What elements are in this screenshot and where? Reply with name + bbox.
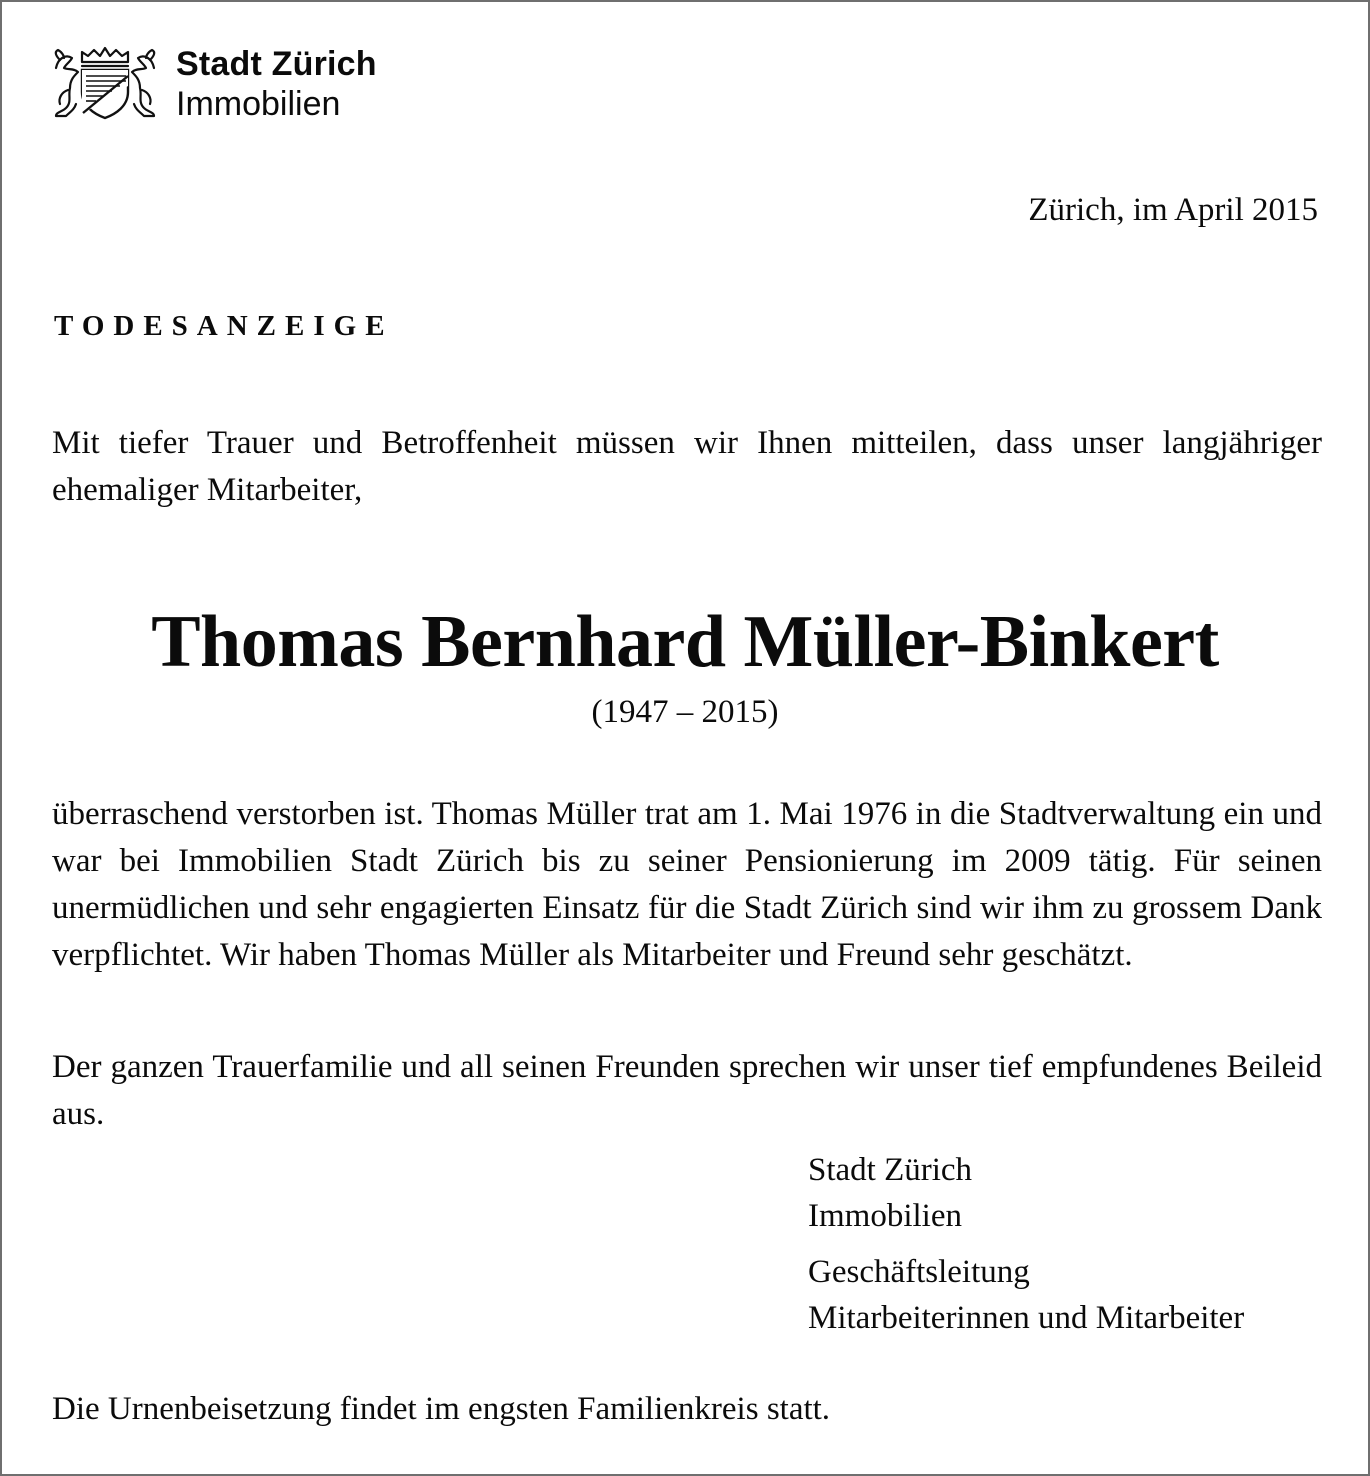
signoff-group-line-1: Geschäftsleitung bbox=[808, 1254, 1030, 1290]
notice-heading: TODESANZEIGE bbox=[54, 310, 394, 342]
signoff bbox=[808, 1147, 1348, 1341]
logo-department: Immobilien bbox=[176, 85, 341, 123]
deceased-name: Thomas Bernhard Müller-Binkert bbox=[151, 601, 1219, 683]
stadt-zuerich-logo bbox=[52, 44, 412, 126]
intro-paragraph: Mit tiefer Trauer und Betroffenheit müssen wir Ihnen mitteilen, dass unser langjähriger ehemaliger Mitarbeiter, bbox=[52, 425, 1322, 508]
signoff-org-line-2: Immobilien bbox=[808, 1198, 962, 1234]
signoff-org-line-1: Stadt Zürich bbox=[808, 1152, 973, 1188]
zurich-coat-of-arms-icon bbox=[52, 46, 158, 120]
signoff-spacer bbox=[808, 1239, 1348, 1249]
body-paragraph: überraschend verstorben ist. Thomas Müller trat am 1. Mai 1976 in die Stadtverwaltung ein und war bei Immobilien Stadt Zürich bis zu seiner Pensionierung im 2009 tätig. Für seinen unermüdlichen und sehr engagierten Einsatz für die Stadt Zürich sind wir ihm zu grossem Dank verpflichtet. Wir haben Thomas Müller als Mitarbeiter und Freund sehr geschätzt. bbox=[52, 796, 1322, 973]
signoff-group-line-2: Mitarbeiterinnen und Mitarbeiter bbox=[808, 1300, 1245, 1336]
lifespan: (1947 – 2015) bbox=[591, 694, 779, 730]
dateline: Zürich, im April 2015 bbox=[1028, 192, 1318, 228]
logo-city-name: Stadt Zürich bbox=[176, 45, 377, 83]
condolence-paragraph: Der ganzen Trauerfamilie und all seinen Freunden sprechen wir unser tief empfundenes Beileid aus. bbox=[52, 1049, 1322, 1132]
burial-note: Die Urnenbeisetzung findet im engsten Familienkreis statt. bbox=[52, 1391, 831, 1427]
